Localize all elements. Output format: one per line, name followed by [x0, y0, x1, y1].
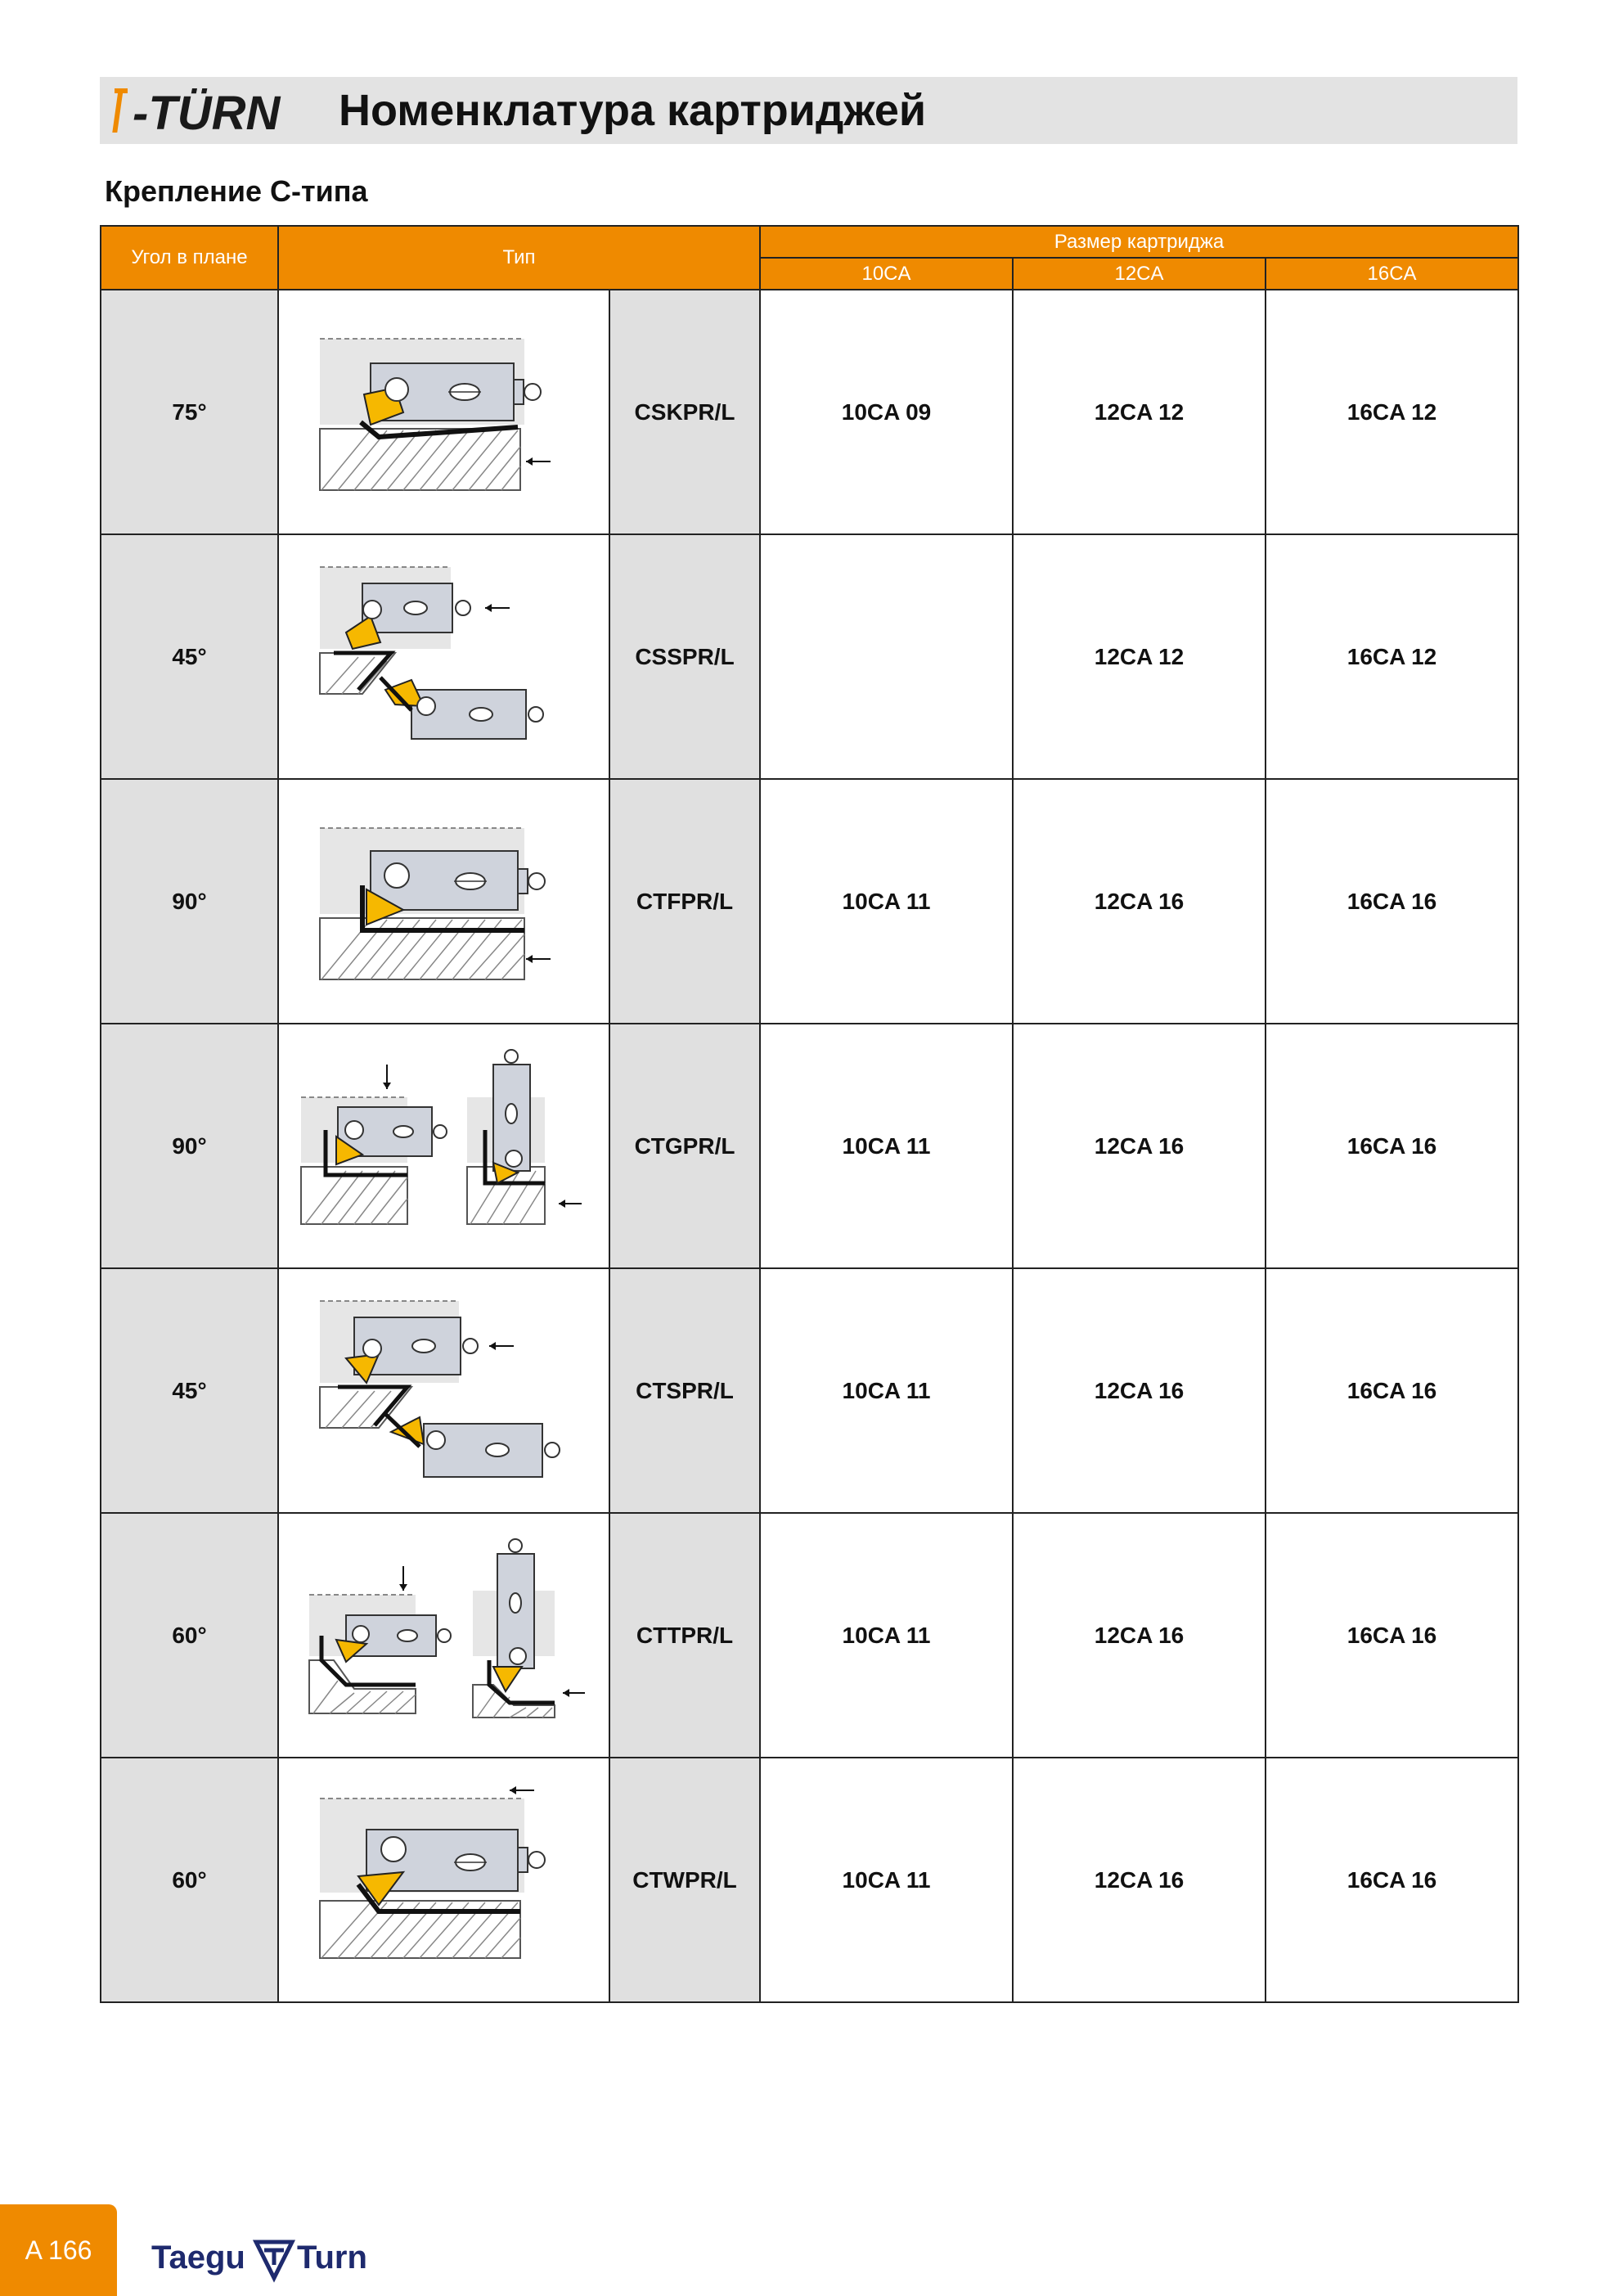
angle-cell: 90°	[101, 779, 278, 1024]
cartridge-code: CTTPR/L	[609, 1513, 760, 1758]
size-cell-12ca: 12CA 12	[1013, 290, 1266, 534]
cartridge-illustration	[278, 1024, 609, 1268]
page-header	[100, 77, 1517, 144]
svg-text:Taegu: Taegu	[151, 2240, 245, 2276]
size-cell-10ca: 10CA 11	[760, 1024, 1013, 1268]
cartridge-code: CTGPR/L	[609, 1024, 760, 1268]
cartridge-code: CSKPR/L	[609, 290, 760, 534]
table-row	[101, 1024, 1518, 1268]
size-cell-10ca: 10CA 11	[760, 779, 1013, 1024]
cartridge-code: CTWPR/L	[609, 1758, 760, 2002]
page-title: Номенклатура картриджей	[339, 86, 927, 135]
cartridge-illustration	[278, 1758, 609, 2002]
angle-cell: 60°	[101, 1758, 278, 2002]
cartridge-code: CSSPR/L	[609, 534, 760, 779]
size-cell-12ca: 12CA 16	[1013, 1024, 1266, 1268]
t-turn-logo	[111, 82, 330, 139]
size-cell-12ca: 12CA 12	[1013, 534, 1266, 779]
size-cell-12ca: 12CA 16	[1013, 1758, 1266, 2002]
size-cell-10ca: 10CA 09	[760, 290, 1013, 534]
size-cell-16ca: 16CA 16	[1266, 1024, 1518, 1268]
size-cell-10ca: 10CA 11	[760, 1758, 1013, 2002]
page-number: A 166	[0, 2204, 117, 2296]
cartridge-single-diagram	[289, 1766, 600, 1995]
angle-cell: 75°	[101, 290, 278, 534]
cartridge-illustration	[278, 290, 609, 534]
table-row	[101, 1513, 1518, 1758]
size-cell-12ca: 12CA 16	[1013, 1268, 1266, 1513]
cartridge-two-views-diagram	[289, 1032, 600, 1261]
cartridge-two-views-diagram	[289, 1521, 600, 1750]
cartridge-double-diagram	[289, 542, 600, 772]
cartridge-code: CTFPR/L	[609, 779, 760, 1024]
header-size-16ca: 16CA	[1266, 258, 1518, 290]
angle-cell: 45°	[101, 534, 278, 779]
table-row	[101, 534, 1518, 779]
size-cell-12ca: 12CA 16	[1013, 779, 1266, 1024]
cartridge-illustration	[278, 1268, 609, 1513]
angle-cell: 60°	[101, 1513, 278, 1758]
size-cell-16ca: 16CA 16	[1266, 779, 1518, 1024]
size-cell-16ca: 16CA 16	[1266, 1513, 1518, 1758]
header-cartridge-size: Размер картриджа	[760, 226, 1518, 258]
size-cell-10ca: 10CA 11	[760, 1513, 1013, 1758]
size-cell-16ca: 16CA 16	[1266, 1268, 1518, 1513]
size-cell-12ca: 12CA 16	[1013, 1513, 1266, 1758]
size-cell-16ca: 16CA 12	[1266, 534, 1518, 779]
cartridge-code: CTSPR/L	[609, 1268, 760, 1513]
cartridge-illustration	[278, 779, 609, 1024]
cartridge-single-diagram	[289, 298, 600, 527]
size-cell-10ca: 10CA 11	[760, 1268, 1013, 1513]
cartridge-single-diagram	[289, 787, 600, 1016]
cartridge-table	[100, 225, 1519, 2003]
angle-cell: 45°	[101, 1268, 278, 1513]
table-row	[101, 779, 1518, 1024]
size-cell-16ca: 16CA 16	[1266, 1758, 1518, 2002]
section-title: Крепление С-типа	[105, 174, 368, 208]
table-row	[101, 1268, 1518, 1513]
size-cell-16ca: 16CA 12	[1266, 290, 1518, 534]
taegu-turn-logo	[151, 2232, 389, 2285]
angle-cell: 90°	[101, 1024, 278, 1268]
size-cell-10ca	[760, 534, 1013, 779]
svg-text:Turn: Turn	[297, 2240, 367, 2276]
header-size-12ca: 12CA	[1013, 258, 1266, 290]
table-row	[101, 1758, 1518, 2002]
header-angle: Угол в плане	[101, 226, 278, 290]
header-size-10ca: 10CA	[760, 258, 1013, 290]
svg-text:-TÜRN: -TÜRN	[133, 87, 281, 139]
cartridge-illustration	[278, 534, 609, 779]
cartridge-double-diagram	[289, 1276, 600, 1506]
header-type: Тип	[278, 226, 760, 290]
table-row	[101, 290, 1518, 534]
cartridge-illustration	[278, 1513, 609, 1758]
